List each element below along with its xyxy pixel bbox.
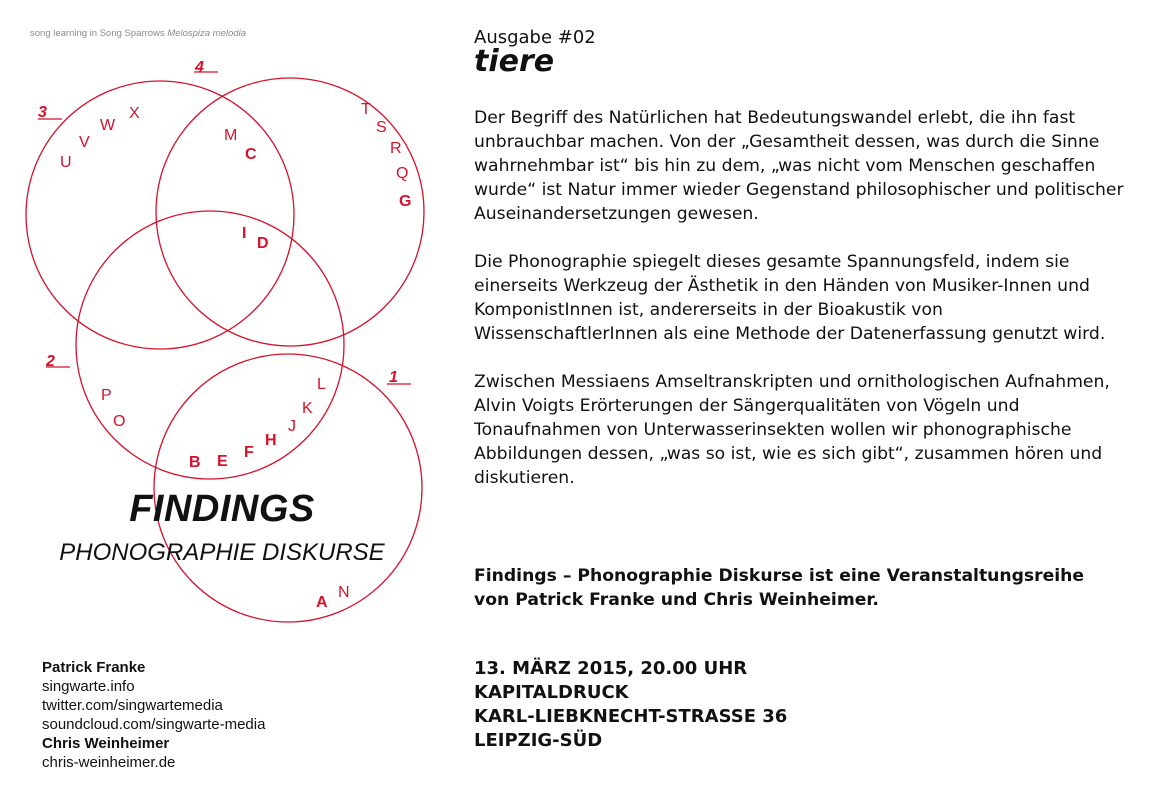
- event-series-title: FINDINGS: [129, 488, 315, 530]
- letter-g: G: [399, 193, 412, 210]
- num-4: 4: [195, 59, 204, 76]
- event-street: KARL-LIEBKNECHT-STRASSE 36: [474, 706, 788, 727]
- event-details: [474, 657, 787, 753]
- letter-n: N: [338, 584, 350, 601]
- paragraph: Zwischen Messiaens Amseltranskripten und ornithologischen Aufnahmen, Alvin Voigts Erörterungen der Sängerqualitäten von Vögeln und Tonaufnahmen von Unterwasserinsekten wollen wir phonographische Abbildungen dessen, „was so ist, wie es sich gibt“, zusammen hören und diskutieren.: [474, 372, 1110, 488]
- event-city: LEIPZIG-SÜD: [474, 730, 603, 751]
- contact-link[interactable]: twitter.com/singwartemedia: [42, 697, 223, 714]
- event-series-subtitle: PHONOGRAPHIE DISKURSE: [59, 539, 385, 566]
- letter-w: W: [100, 117, 116, 134]
- letter-r: R: [390, 140, 402, 157]
- caption-text: song learning in Song Sparrows: [30, 28, 168, 39]
- event-venue: KAPITALDRUCK: [474, 682, 629, 703]
- letter-u: U: [60, 154, 72, 171]
- event-date: 13. MÄRZ 2015, 20.00 UHR: [474, 658, 748, 679]
- contact-link[interactable]: singwarte.info: [42, 678, 135, 695]
- paragraph: Der Begriff des Natürlichen hat Bedeutungswandel erlebt, die ihn fast unbrauchbar machen. Von der „Gesamtheit dessen, was durch die Sinne wahrnehmbar ist“ bis hin zu dem, „was nicht vom Menschen geschaffen wurde“ ist Natur immer wieder Gegenstand philosophischer und politischer Auseinandersetzungen gewesen.: [474, 108, 1124, 224]
- letter-m: M: [224, 127, 238, 144]
- letter-l: L: [317, 376, 326, 393]
- letter-s: S: [376, 119, 387, 136]
- letter-j: J: [288, 418, 296, 435]
- letter-o: O: [113, 413, 126, 430]
- letter-f: F: [244, 444, 254, 461]
- contact-name: Chris Weinheimer: [42, 735, 170, 752]
- issue-label: Ausgabe #02: [474, 27, 596, 48]
- letter-x: X: [129, 105, 140, 122]
- num-2: 2: [46, 353, 55, 370]
- issue-theme: tiere: [474, 44, 555, 79]
- contact-link[interactable]: chris-weinheimer.de: [42, 754, 176, 771]
- contacts-block: [42, 658, 265, 772]
- letter-b: B: [189, 454, 201, 471]
- body-text: [474, 106, 1124, 514]
- contact-link[interactable]: soundcloud.com/singwarte-media: [42, 716, 266, 733]
- circle-3: [26, 81, 294, 349]
- letter-k: K: [302, 400, 313, 417]
- letter-i: I: [242, 225, 247, 242]
- letter-v: V: [79, 134, 90, 151]
- paragraph: Die Phonographie spiegelt dieses gesamte Spannungsfeld, indem sie einerseits Werkzeug der Ästhetik in den Händen von Musiker-Innen und KomponistInnen ist, andererseits in der Bioakustik von WissenschaftlerInnen als eine Methode der Datenerfassung genutzt wird.: [474, 252, 1106, 344]
- caption-species: Melospiza melodia: [167, 28, 246, 39]
- letter-a: A: [316, 594, 328, 611]
- letter-d: D: [257, 235, 269, 252]
- letter-c: C: [245, 146, 257, 163]
- letter-t: T: [361, 101, 371, 118]
- contact-name: Patrick Franke: [42, 659, 146, 676]
- letter-h: H: [265, 432, 277, 449]
- letter-e: E: [217, 453, 228, 470]
- series-note: Findings – Phonographie Diskurse ist eine Veranstaltungsreihe von Patrick Franke und Chris Weinheimer.: [474, 566, 1085, 610]
- num-3: 3: [38, 104, 47, 121]
- letter-q: Q: [396, 165, 409, 182]
- num-1: 1: [389, 369, 398, 386]
- letter-p: P: [101, 387, 112, 404]
